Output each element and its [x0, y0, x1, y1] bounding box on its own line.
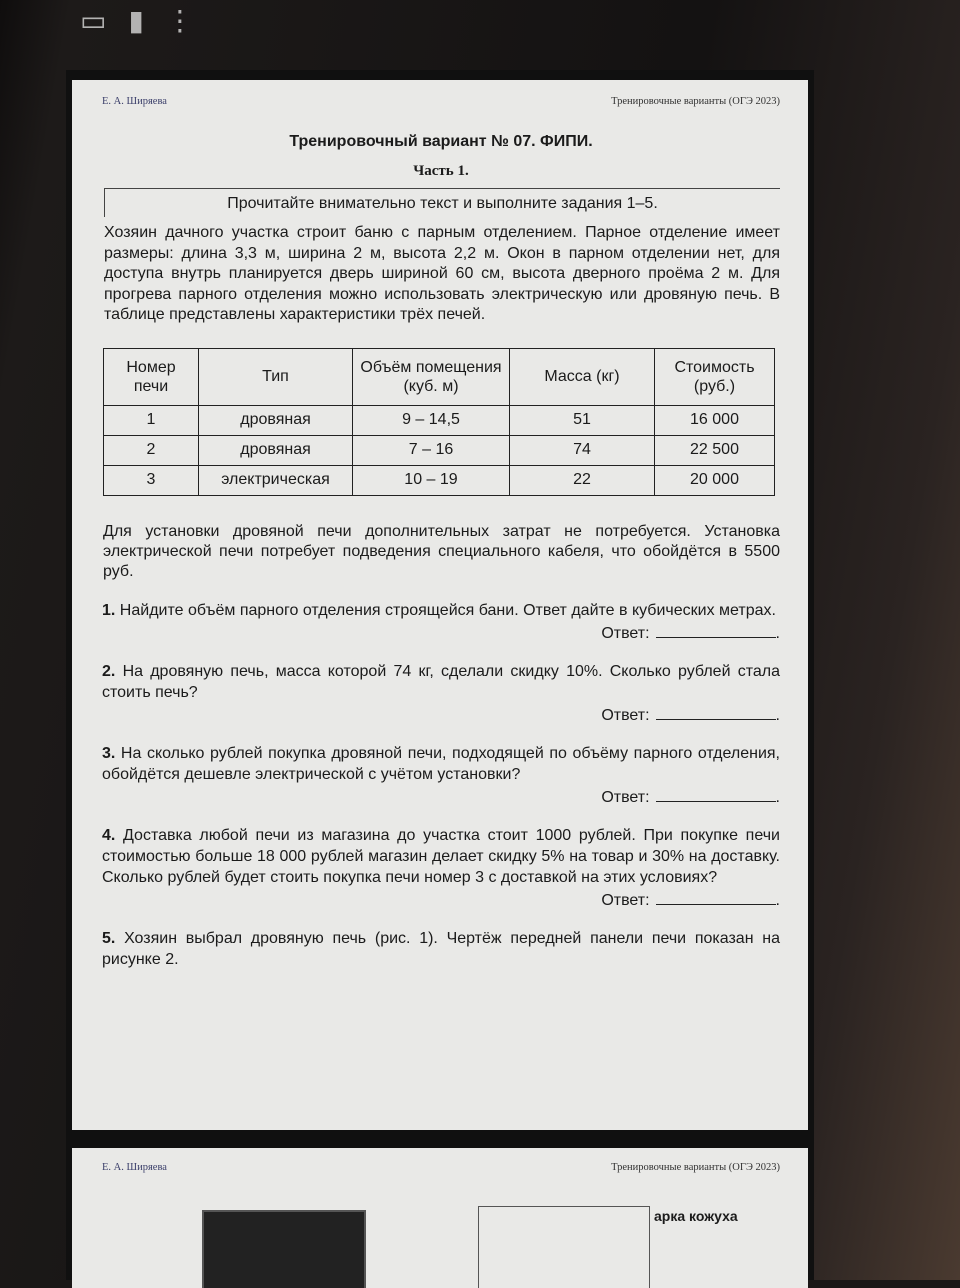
- answer-line: Ответ: .: [601, 788, 780, 806]
- answer-blank: [656, 801, 776, 802]
- table-cell: 7 – 16: [353, 435, 510, 465]
- table-cell: 20 000: [655, 465, 775, 495]
- table-cell: 1: [104, 405, 199, 435]
- answer-label: Ответ:: [601, 624, 650, 642]
- signal-icon: ▮: [128, 3, 144, 37]
- table-cell: 3: [104, 465, 199, 495]
- table-row: [104, 465, 775, 495]
- task-text: Хозяин выбрал дровяную печь (рис. 1). Чертёж передней панели печи показан на рисунке 2.: [102, 929, 780, 968]
- task-text: Найдите объём парного отделения строящейся бани. Ответ дайте в кубических метрах.: [119, 601, 776, 619]
- answer-line: Ответ: .: [601, 706, 780, 724]
- task-3: [102, 743, 780, 785]
- document-page-2: [72, 1148, 808, 1288]
- page-title: Тренировочный вариант № 07. ФИПИ.: [289, 133, 593, 150]
- task-number: 1.: [102, 601, 116, 619]
- table-cell: 22: [510, 465, 655, 495]
- part-heading: Часть 1.: [413, 163, 469, 179]
- instruction-box: Прочитайте внимательно текст и выполните задания 1–5.: [104, 188, 780, 217]
- table-cell: 22 500: [655, 435, 775, 465]
- answer-label: Ответ:: [601, 891, 650, 909]
- document-viewer[interactable]: [66, 70, 814, 1280]
- column-header: Номер печи: [104, 348, 199, 405]
- intro-text: Хозяин дачного участка строит баню с парным отделением. Парное отделение имеет размеры: длина 3,3 м, ширина 2 м, высота 2,2 м. Окон в парном отделении нет, для доступа внутрь планируется дверь шириной 60 см, высота дверного проёма 2 м. Для прогрева парного отделения можно использовать электрическую или дровяную печь. В таблице представлены характеристики трёх печей.: [104, 224, 780, 324]
- more-icon[interactable]: ⋮: [165, 3, 194, 37]
- page-header: [102, 96, 780, 107]
- panel-drawing-figure: [478, 1206, 650, 1288]
- task-4: [102, 825, 780, 888]
- task-text: Доставка любой печи из магазина до участка стоит 1000 рублей. При покупке печи стоимостью больше 18 000 рублей магазин делает скидку 5% на товар и 30% на доставку. Сколько рублей будет стоить покупка печи номер 3 с доставкой на этих условиях?: [102, 826, 780, 886]
- answer-line: Ответ: .: [601, 891, 780, 909]
- answer-blank: [656, 719, 776, 720]
- column-header: Тип: [199, 348, 353, 405]
- table-cell: 51: [510, 405, 655, 435]
- document-page-1: [72, 80, 808, 1130]
- table-cell: 9 – 14,5: [353, 405, 510, 435]
- answer-blank: [656, 637, 776, 638]
- answer-label: Ответ:: [601, 788, 650, 806]
- task-text: На дровяную печь, масса которой 74 кг, сделали скидку 10%. Сколько рублей стала стоить печь?: [102, 662, 780, 701]
- cast-icon[interactable]: ▭: [80, 3, 107, 37]
- task-number: 4.: [102, 826, 116, 844]
- stove-figure: [202, 1210, 366, 1288]
- table-cell: 2: [104, 435, 199, 465]
- header-series: Тренировочные варианты (ОГЭ 2023): [611, 1162, 780, 1173]
- answer-label: Ответ:: [601, 706, 650, 724]
- table-cell: дровяная: [199, 405, 353, 435]
- task-number: 5.: [102, 929, 116, 947]
- table-row: [104, 435, 775, 465]
- answer-blank: [656, 904, 776, 905]
- table-cell: 10 – 19: [353, 465, 510, 495]
- header-author: Е. А. Ширяева: [102, 96, 167, 107]
- figure-label: арка кожуха: [654, 1208, 738, 1224]
- table-cell: электрическая: [199, 465, 353, 495]
- task-text: На сколько рублей покупка дровяной печи, подходящей по объёму парного отделения, обойдётся дешевле электрической с учётом установки?: [102, 744, 780, 783]
- answer-line: Ответ: .: [601, 624, 780, 642]
- table-header-row: [104, 348, 775, 405]
- header-author: Е. А. Ширяева: [102, 1162, 167, 1173]
- task-5: [102, 928, 780, 970]
- page-header: [102, 1162, 780, 1173]
- header-series: Тренировочные варианты (ОГЭ 2023): [611, 96, 780, 107]
- task-1: [102, 600, 780, 621]
- extra-conditions: Для установки дровяной печи дополнительных затрат не потребуется. Установка электрической печи потребует подведения специального кабеля, что обойдётся в 5500 руб.: [103, 522, 780, 580]
- task-number: 2.: [102, 662, 116, 680]
- task-2: [102, 661, 780, 703]
- stoves-table: [103, 348, 775, 496]
- table-cell: 16 000: [655, 405, 775, 435]
- table-row: [104, 405, 775, 435]
- table-cell: дровяная: [199, 435, 353, 465]
- status-bar: [80, 0, 840, 40]
- task-number: 3.: [102, 744, 116, 762]
- table-cell: 74: [510, 435, 655, 465]
- column-header: Масса (кг): [510, 348, 655, 405]
- column-header: Объём помещения (куб. м): [353, 348, 510, 405]
- column-header: Стоимость (руб.): [655, 348, 775, 405]
